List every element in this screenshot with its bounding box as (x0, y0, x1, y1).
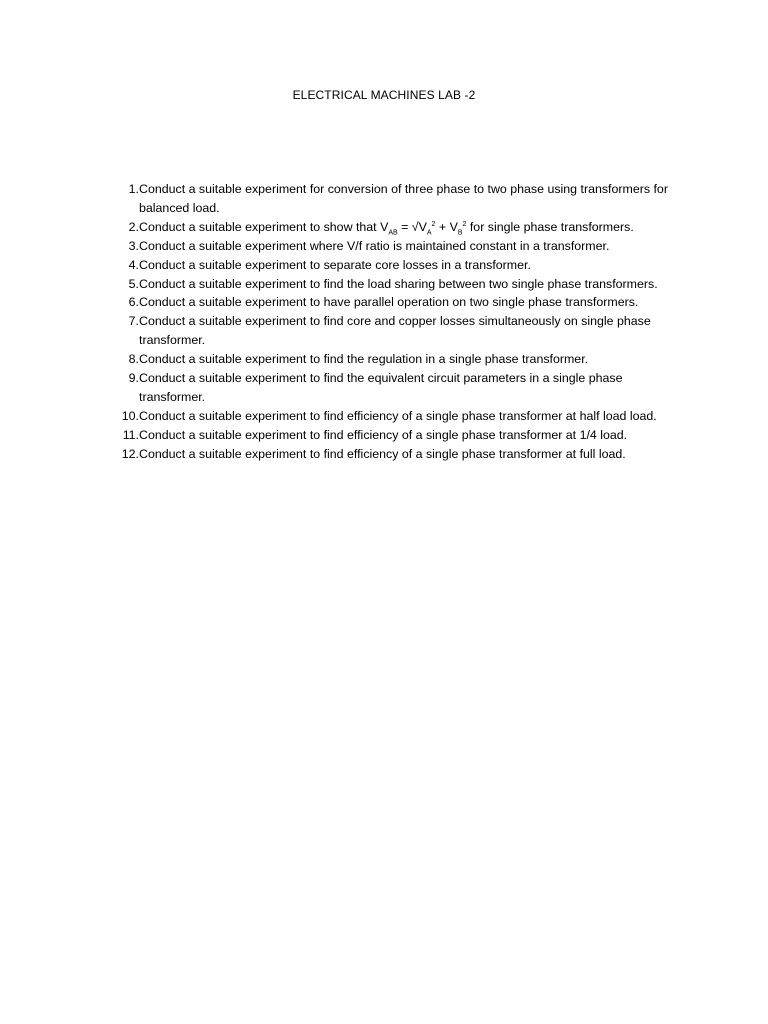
list-item-number: 10. (121, 408, 139, 423)
list-item-text: Conduct a suitable experiment to find efficiency of a single phase transformer at 1/4 load. (139, 427, 628, 442)
list-item-text: Conduct a suitable experiment to have parallel operation on two single phase transformers. (139, 295, 639, 310)
list-item (100, 350, 685, 369)
voltage-formula: $V_{AB} = √V_A^2 + V_B^2$ (380, 219, 467, 237)
list-item (100, 275, 685, 294)
list-item-text: Conduct a suitable experiment to find efficiency of a single phase transformer at full load. (139, 446, 626, 461)
list-item (100, 426, 685, 445)
list-item-text: Conduct a suitable experiment to find efficiency of a single phase transformer at half load load. (139, 408, 657, 423)
list-item-text: Conduct a suitable experiment to find the load sharing between two single phase transformers. (139, 276, 658, 291)
list-item (100, 237, 685, 256)
list-item-number: 11. (122, 427, 139, 442)
list-item-number: 8. (128, 352, 139, 367)
experiment-list (100, 180, 685, 464)
list-item (100, 369, 685, 407)
list-item-text: Conduct a suitable experiment to separate core losses in a transformer. (139, 257, 531, 272)
list-item-number: 9. (128, 371, 139, 386)
list-item (100, 218, 685, 237)
list-item (100, 180, 685, 218)
list-item-number: 1. (128, 182, 139, 196)
document-title: ELECTRICAL MACHINES LAB -2 (292, 88, 476, 102)
list-item (100, 293, 685, 312)
list-item (100, 445, 685, 464)
list-item-number: 7. (128, 314, 139, 329)
list-item-text: Conduct a suitable experiment for conversion of three phase to two phase using transformers for balanced load. (139, 182, 668, 215)
list-item-text: Conduct a suitable experiment to show that $V_{AB} = √V_A^2 + V_B^2$ for single phase transformers. (139, 219, 634, 237)
list-item-text: Conduct a suitable experiment to find core and copper losses simultaneously on single phase transformer. (139, 314, 651, 348)
list-item-number: 2. (128, 219, 139, 234)
list-item-number: 12. (121, 446, 139, 461)
list-item-number: 6. (128, 295, 139, 310)
list-item-number: 5. (128, 276, 139, 291)
list-item-number: 3. (128, 238, 139, 253)
list-item (100, 407, 685, 426)
list-item (100, 256, 685, 275)
list-item (100, 312, 685, 350)
list-item-number: 4. (128, 257, 139, 272)
list-item-text: Conduct a suitable experiment to find the regulation in a single phase transformer. (139, 352, 589, 367)
list-item-text: Conduct a suitable experiment to find the equivalent circuit parameters in a single phase transformer. (139, 371, 623, 404)
list-item-text: Conduct a suitable experiment where V/f ratio is maintained constant in a transformer. (139, 238, 610, 253)
